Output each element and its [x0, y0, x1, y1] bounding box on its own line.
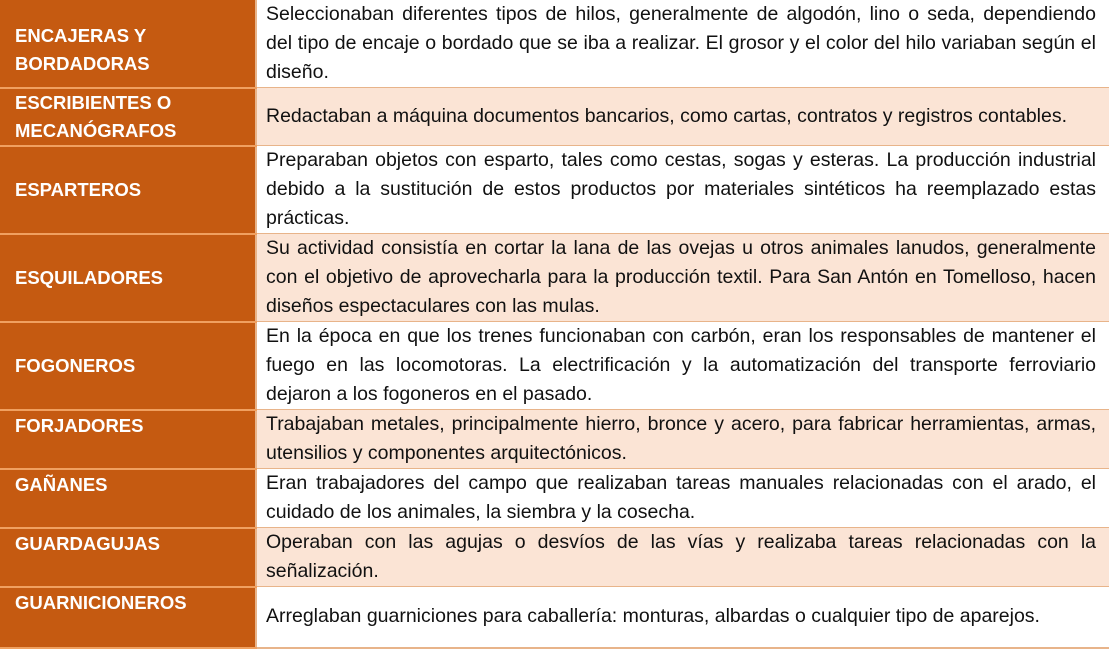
- term-cell: ENCAJERAS Y BORDADORAS: [0, 0, 256, 88]
- description-cell: Operaban con las agujas o desvíos de las vías y realizaba tareas relacionadas con la señalización.: [256, 528, 1109, 587]
- term-cell: ESPARTEROS: [0, 146, 256, 234]
- table-row: [0, 146, 1109, 234]
- table-row: [0, 88, 1109, 146]
- description-cell: Eran trabajadores del campo que realizaban tareas manuales relacionadas con el arado, el cuidado de los animales, la siembra y la cosecha.: [256, 469, 1109, 528]
- term-cell: FOGONEROS: [0, 322, 256, 410]
- term-cell: ESQUILADORES: [0, 234, 256, 322]
- description-cell: Seleccionaban diferentes tipos de hilos, generalmente de algodón, lino o seda, dependiendo del tipo de encaje o bordado que se iba a realizar. El grosor y el color del hilo variaban según el diseño.: [256, 0, 1109, 88]
- term-cell: ESCRIBIENTES O MECANÓGRAFOS: [0, 88, 256, 146]
- term-cell: GUARDAGUJAS: [0, 528, 256, 587]
- description-cell: En la época en que los trenes funcionaban con carbón, eran los responsables de mantener el fuego en las locomotoras. La electrificación y la automatización del transporte ferroviario dejaron a los fogoneros en el pasado.: [256, 322, 1109, 410]
- table-row: [0, 0, 1109, 88]
- table-row: [0, 410, 1109, 469]
- description-cell: Arreglaban guarniciones para caballería: monturas, albardas o cualquier tipo de aparejos.: [256, 587, 1109, 648]
- term-cell: GAÑANES: [0, 469, 256, 528]
- description-cell: Trabajaban metales, principalmente hierro, bronce y acero, para fabricar herramientas, armas, utensilios y componentes arquitectónicos.: [256, 410, 1109, 469]
- table-row: [0, 469, 1109, 528]
- description-cell: Su actividad consistía en cortar la lana de las ovejas u otros animales lanudos, generalmente con el objetivo de aprovecharla para la producción textil. Para San Antón en Tomelloso, hacen diseños espectaculares con las mulas.: [256, 234, 1109, 322]
- table-row: [0, 528, 1109, 587]
- term-cell: GUARNICIONEROS: [0, 587, 256, 648]
- table-row: [0, 322, 1109, 410]
- term-cell: FORJADORES: [0, 410, 256, 469]
- table-row: [0, 234, 1109, 322]
- description-cell: Preparaban objetos con esparto, tales como cestas, sogas y esteras. La producción industrial debido a la sustitución de estos productos por materiales sintéticos ha reemplazado estas prácticas.: [256, 146, 1109, 234]
- table-row: [0, 587, 1109, 648]
- description-cell: Redactaban a máquina documentos bancarios, como cartas, contratos y registros contables.: [256, 88, 1109, 146]
